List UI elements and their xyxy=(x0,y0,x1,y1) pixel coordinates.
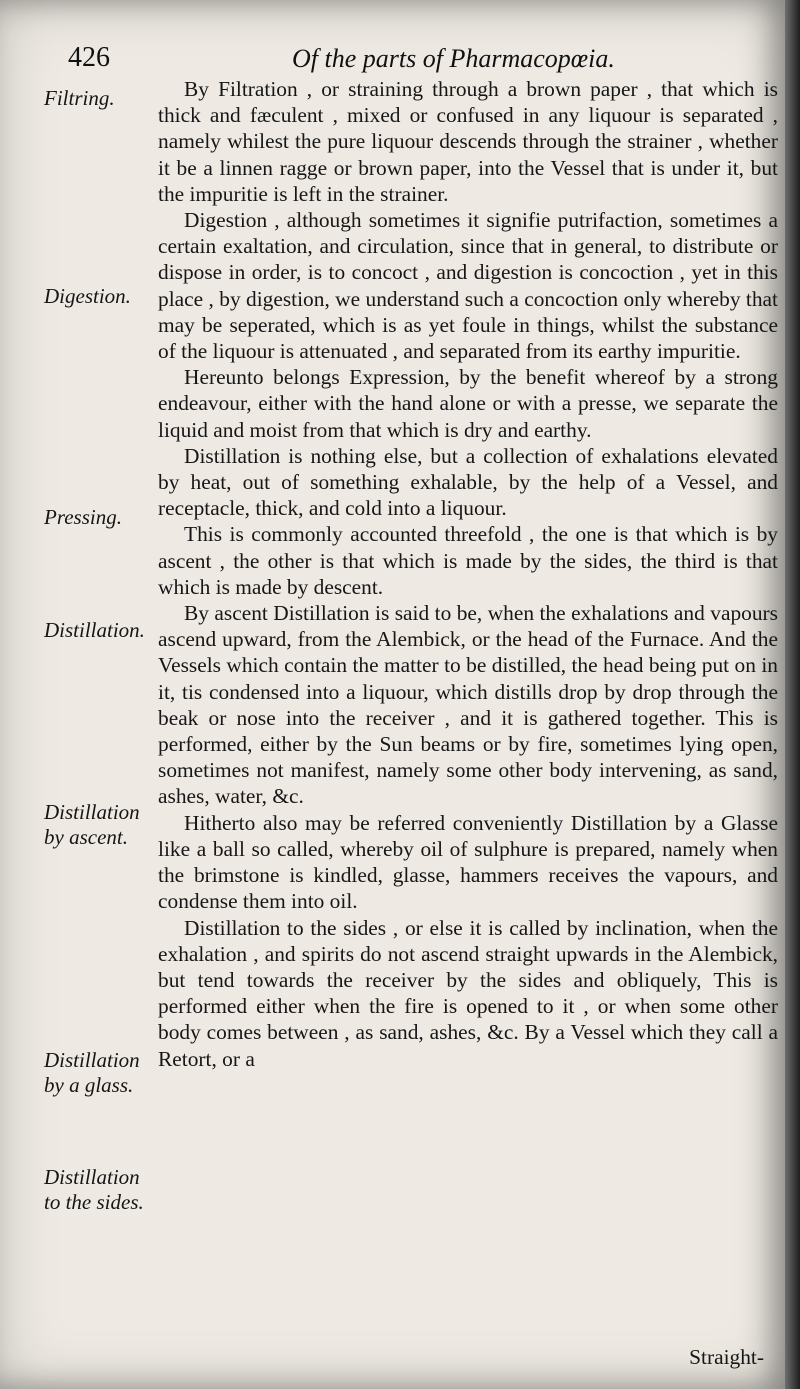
paragraph-digestion: Digestion , although sometimes it signifie putrifaction, sometimes a certain exaltation, and circulation, since that in general, to distribute or dispose in order, is to concoct , and digestion is concoction , yet in this place , by digestion, we understand such a concoction only whereby that may be seperated, which is as yet foule in things, whilst the substance of the liquour is attenuated , and separated from its earthy impuritie. xyxy=(158,208,778,364)
paragraph-ascent: By ascent Distillation is said to be, when the exhalations and vapours ascend upward, from the Alembick, or the head of the Furnace. And the Vessels which contain the matter to be distilled, the head being put on in it, tis condensed into a liquour, which distills drop by drop through the beak or nose into the receiver , and it is gathered together. This is performed, either by the Sun beams or by fire, sometimes lying open, sometimes not manifest, namely some other body intervening, as sand, ashes, water, &c. xyxy=(158,601,778,809)
margin-note-distillation-by-ascent: Distillation by ascent. xyxy=(44,800,140,849)
paragraph-expression: Hereunto belongs Expression, by the benefit whereof by a strong endeavour, either with the hand alone or with a presse, we separate the liquid and moist from that which is dry and earthy. xyxy=(158,365,778,442)
page-number: 426 xyxy=(68,42,110,73)
running-title: Of the parts of Pharmacopœia. xyxy=(292,44,615,73)
paragraph-sides: Distillation to the sides , or else it is called by inclination, when the exhalation , and spirits do not ascend straight upwards in the Alembick, but tend towards the receiver by the sides and obliquely, This is performed either when the fire is opened to it , or when some other body comes between , as sand, ashes, &c. By a Vessel which they call a Retort, or a xyxy=(158,915,778,1071)
paragraph-glass: Hitherto also may be referred conveniently Distillation by a Glasse like a ball so called, whereby oil of sulphure is prepared, namely when the brimstone is kindled, glasse, hammers receives the vapours, and condense them into oil. xyxy=(158,810,778,914)
catchword: Straight- xyxy=(689,1345,764,1369)
main-text xyxy=(158,76,778,1072)
paragraph-distillation: Distillation is nothing else, but a collection of exhalations elevated by heat, out of something exhalable, by the help of a Vessel, and receptacle, thick, and cold into a liquour. xyxy=(158,443,778,521)
paragraph-threefold: This is commonly accounted threefold , the one is that which is by ascent , the other is that which is made by the sides, the third is that which is made by descent. xyxy=(158,522,778,599)
margin-note-distillation: Distillation. xyxy=(44,618,145,642)
margin-note-filtring: Filtring. xyxy=(44,86,115,110)
margin-note-pressing: Pressing. xyxy=(44,505,122,529)
margin-note-distillation-to-sides: Distillation to the sides. xyxy=(44,1165,144,1214)
paragraph-filtration: By Filtration , or straining through a brown paper , that which is thick and fæculent , mixed or confused in any liquour is separated , namely whilest the pure liquour descends through the strainer , whether it be a linnen ragge or brown paper, into the Vessel that is under it, but the impuritie is left in the strainer. xyxy=(158,77,778,206)
margin-note-digestion: Digestion. xyxy=(44,284,131,308)
page-edge-shadow xyxy=(785,0,800,1389)
margin-note-distillation-by-glass: Distillation by a glass. xyxy=(44,1048,140,1097)
